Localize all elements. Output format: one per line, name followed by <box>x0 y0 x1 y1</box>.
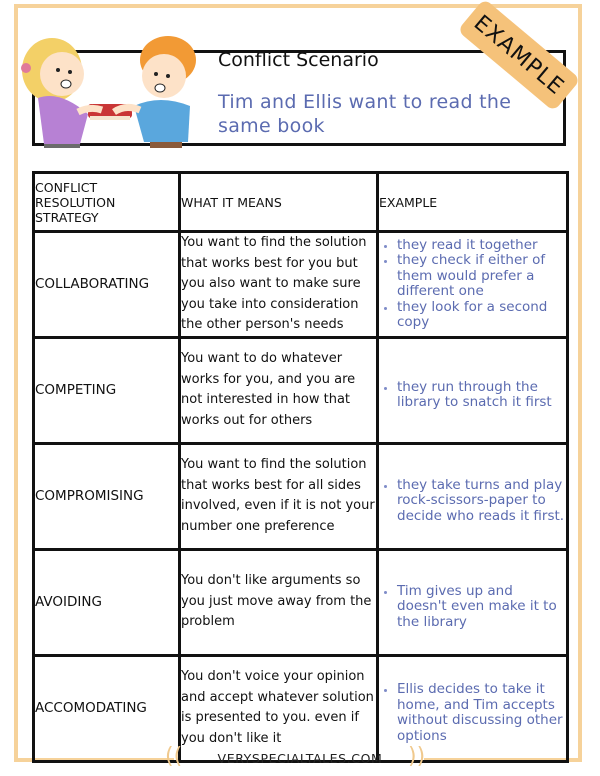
strategy-example <box>378 337 568 443</box>
footer-swirl-left-icon: (( <box>165 744 183 769</box>
strategy-name: ACCOMODATING <box>34 655 180 761</box>
example-item: • they look for a second copy <box>397 300 566 331</box>
header-strategy: CONFLICT RESOLUTION STRATEGY <box>34 173 180 232</box>
table-header-row <box>34 173 568 232</box>
strategy-name: COLLABORATING <box>34 232 180 338</box>
example-item: • they read it together <box>397 238 566 254</box>
header-meaning: WHAT IT MEANS <box>180 173 378 232</box>
example-item: • they take turns and play rock-scissors-paper to decide who reads it first. <box>397 478 566 525</box>
strategy-example <box>378 232 568 338</box>
table-row <box>34 337 568 443</box>
strategy-meaning: You want to find the solution that works best for you but you also want to make sure you take into consideration the other person's needs <box>180 232 378 338</box>
strategy-meaning: You want to do whatever works for you, and you are not interested in how that works out for others <box>180 337 378 443</box>
footer-swirl-right-icon: )) <box>408 744 426 769</box>
strategy-name: AVOIDING <box>34 549 180 655</box>
table-row <box>34 655 568 761</box>
strategy-meaning: You don't like arguments so you just move away from the problem <box>180 549 378 655</box>
strategy-example <box>378 655 568 761</box>
kids-fighting-over-book-illustration <box>10 18 220 148</box>
strategy-meaning: You don't voice your opinion and accept whatever solution is presented to you. even if you don't like it <box>180 655 378 761</box>
footer-website[interactable]: VERYSPECIALTALES.COM <box>217 751 383 766</box>
strategy-example <box>378 443 568 549</box>
strategy-name: COMPETING <box>34 337 180 443</box>
table-row <box>34 443 568 549</box>
example-item: • Tim gives up and doesn't even make it to the library <box>397 584 566 631</box>
example-stamp: EXAMPLE <box>457 0 581 112</box>
strategy-example <box>378 549 568 655</box>
strategy-meaning: You want to find the solution that works best for all sides involved, even if it is not your number one preference <box>180 443 378 549</box>
table-row <box>34 232 568 338</box>
scenario-description: Tim and Ellis want to read the same book <box>218 91 512 137</box>
scenario-title: Conflict Scenario <box>218 49 379 71</box>
conflict-strategies-table <box>32 171 569 763</box>
example-item: • Ellis decides to take it home, and Tim accepts without discussing other options <box>397 682 566 744</box>
example-item: • they check if either of them would prefer a different one <box>397 253 566 300</box>
strategy-name: COMPROMISING <box>34 443 180 549</box>
example-item: • they run through the library to snatch it first <box>397 380 566 411</box>
header-example: EXAMPLE <box>378 173 568 232</box>
table-row <box>34 549 568 655</box>
